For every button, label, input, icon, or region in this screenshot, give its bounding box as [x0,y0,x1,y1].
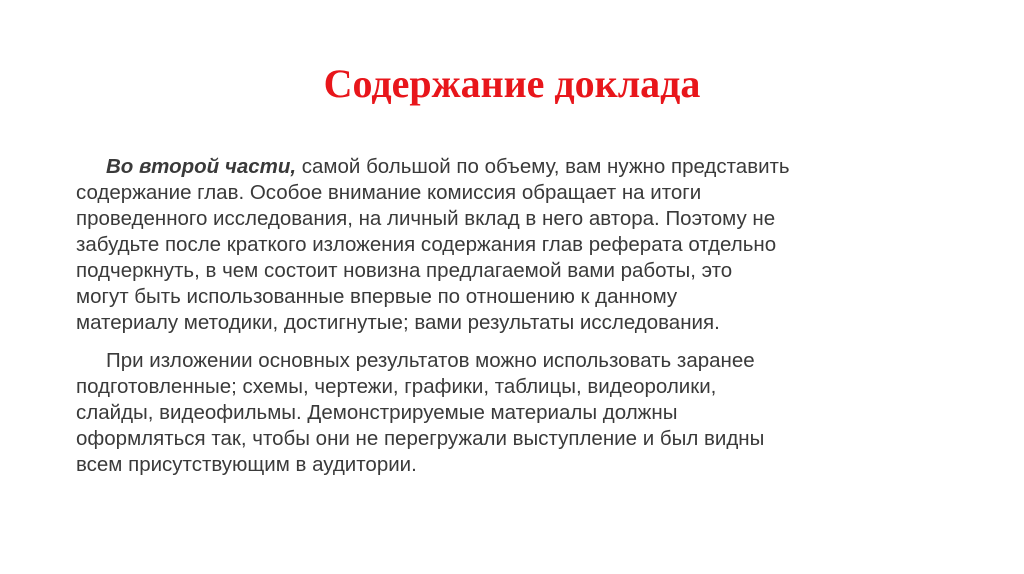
paragraph-2-line-4: оформляться так, чтобы они не перегружали выступление и был видны [76,427,765,450]
paragraph-1-line-4: забудьте после краткого изложения содержания глав реферата отдельно [76,233,777,256]
paragraph-2 [76,348,956,478]
slide-body [76,154,956,478]
paragraph-1-line-6: могут быть использованные впервые по отношению к данному [76,285,678,308]
paragraph-1-line-1: самой большой по объему, вам нужно представить [296,155,790,178]
paragraph-2-line-2: подготовленные; схемы, чертежи, графики, таблицы, видеоролики, [76,375,717,398]
paragraph-1-line-3: проведенного исследования, на личный вклад в него автора. Поэтому не [76,207,776,230]
paragraph-1-lead: Во второй части, [106,155,297,178]
paragraph-2-line-5: всем присутствующим в аудитории. [76,453,417,476]
paragraph-2-line-1: При изложении основных результатов можно использовать заранее [106,349,755,372]
paragraph-2-line-3: слайды, видеофильмы. Демонстрируемые материалы должны [76,401,678,424]
paragraph-1-line-7: материалу методики, достигнутые; вами результаты исследования. [76,311,720,334]
paragraph-1 [76,154,956,336]
paragraph-1-line-2: содержание глав. Особое внимание комиссия обращает на итоги [76,181,702,204]
slide-title: Содержание доклада [323,61,701,106]
paragraph-1-line-5: подчеркнуть, в чем состоит новизна предлагаемой вами работы, это [76,259,733,282]
